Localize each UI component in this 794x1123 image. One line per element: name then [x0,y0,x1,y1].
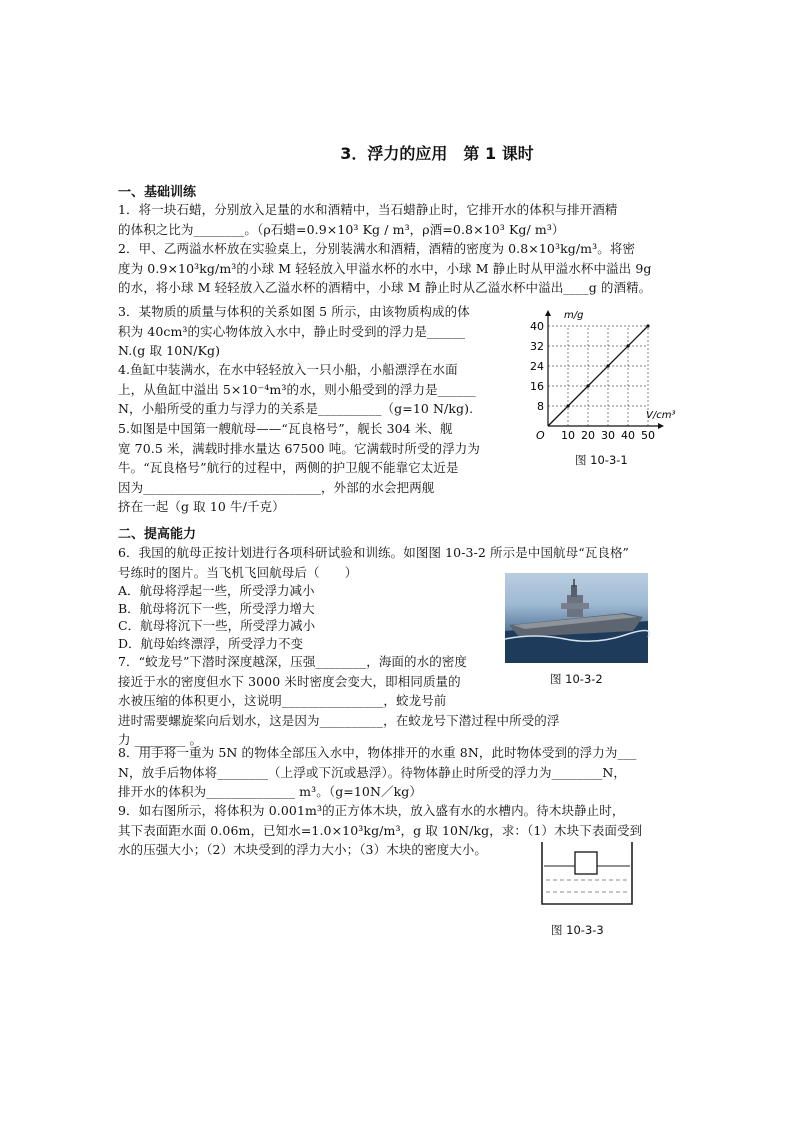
text-line: 水被压缩的体积更小，这说明________________，蛟龙号前 [118,693,447,708]
section-heading-advanced: 二、提高能力 [118,527,197,542]
y-tick-label: 40 [530,320,544,333]
x-tick-label: 10 [561,429,575,442]
text-line: 7．“蛟龙号”下潜时深度越深，压强________，海面的水的密度 [118,654,468,669]
text-line: 其下表面距水面 0.06m，已知水=1.0×10³kg/m³，g 取 10N/kg，求：（1）木块下表面受到 [118,822,643,838]
text-line: 3．某物质的质量与体积的关系如图 5 所示，由该物质构成的体 [118,304,470,319]
text-line: N，放手后物体将________（上浮或下沉或悬浮）。待物体静止时所受的浮力为________N， [118,764,627,780]
x-tick-label: 50 [641,429,655,442]
text-line: 宽 70.5 米，满载时排水量达 67500 吨。它满载时所受的浮力为 [118,440,480,456]
aircraft-carrier-photo [505,573,648,663]
text-line: 8．用手将一重为 5N 的物体全部压入水中，物体排开的水重 8N，此时物体受到的浮力为___ [118,745,637,760]
water-tank-diagram [540,838,636,908]
data-point [566,404,569,407]
text-line: N，小船所受的重力与浮力的关系是__________（g=10 N/kg). [118,401,474,416]
text-line: 4.鱼缸中装满水，在水中轻轻放入一只小船，小船漂浮在水面 [118,362,458,377]
option-c: C．航母将沉下一些，所受浮力减小 [118,618,316,633]
data-point [586,384,589,387]
page-title: 3．浮力的应用 第 1 课时 [340,144,534,163]
text-line: 9．如右图所示，将体积为 0.001m³的正方体木块，放入盛有水的水槽内。待木块静止时， [118,803,625,818]
x-tick-label: 30 [601,429,615,442]
section-heading-basic: 一、基础训练 [118,185,197,200]
carrier-image [505,573,648,663]
series-line [548,326,648,426]
y-tick-label: 24 [530,360,544,373]
text-line: 度为 0.9×10³kg/m³的小球 M 轻轻放入甲溢水杯的水中，小球 M 静止时从甲溢水杯中溢出 9g [118,260,652,276]
text-line: 1．将一块石蜡，分别放入足量的水和酒精中，当石蜡静止时，它排开水的体积与排开酒精 [118,202,618,217]
data-point [626,344,629,347]
data-point [606,364,609,367]
text-line: 的水，将小球 M 轻轻放入乙溢水杯的酒精中，小球 M 静止时从乙溢水杯中溢出____g 的酒精。 [118,280,652,295]
mass-volume-chart [520,306,676,448]
origin-label: O [536,429,545,442]
figure-caption-1: 图 10-3-1 [575,453,628,467]
text-line: 牛。“瓦良格号”航行的过程中，两侧的护卫舰不能靠它太近是 [118,460,459,475]
text-line: 号练时的图片。当飞机飞回航母后（ ） [118,564,358,580]
y-tick-label: 16 [530,380,544,393]
y-tick-label: 8 [537,400,544,413]
text-line: 排开水的体积为______________ m³。（g=10N／kg） [118,784,422,799]
question-2 [118,239,688,298]
x-axis-arrow [658,423,664,429]
text-line: 因为____________________________，外部的水会把两舰 [118,479,435,495]
text-line: 6．我国的航母正按计划进行各项科研试验和训练。如图图 10-3-2 所示是中国航母“瓦良格” [118,545,630,560]
option-a: A．航母将浮起一些，所受浮力减小 [118,583,315,598]
figure-caption-2: 图 10-3-2 [550,672,603,686]
question-7 [118,652,560,750]
text-line: 水的压强大小；（2）木块受到的浮力大小；（3）木块的密度大小。 [118,842,488,857]
y-axis-label: m/g [564,310,584,321]
text-line: 5.如图是中国第一艘航母——“瓦良格号”，舰长 304 米、舰 [118,421,453,436]
option-d: D．航母始终漂浮，所受浮力不变 [118,636,304,651]
x-axis-label: V/cm³ [646,410,676,421]
text-line: 进时需要螺旋桨向后划水，这是因为__________，在蛟龙号下潜过程中所受的浮 [118,712,560,728]
text-line: 的体积之比为________。（ρ石蜡=0.9×10³ Kg / m³，ρ酒=0.8×10³ Kg/ m³） [118,221,565,237]
y-axis-arrow [545,310,551,316]
x-tick-label: 40 [621,429,635,442]
text-line: 力 ________ 。 [118,732,203,747]
option-b: B．航母将沉下一些，所受浮力增大 [118,601,315,616]
wooden-block [575,852,597,874]
x-tick-label: 20 [581,429,595,442]
question-4 [118,360,513,419]
figure-caption-3: 图 10-3-3 [551,923,604,937]
question-3 [118,302,513,361]
text-line: 积为 40cm³的实心物体放入水中，静止时受到的浮力是______ [118,323,466,339]
text-line: 挤在一起（g 取 10 牛/千克） [118,499,285,514]
question-5 [118,419,513,517]
text-line: 接近于水的密度但水下 3000 米时密度会变大，即相同质量的 [118,673,461,689]
text-line: 2．甲、乙两溢水杯放在实验桌上，分别装满水和酒精，酒精的密度为 0.8×10³kg/m³。将密 [118,241,636,256]
question-1 [118,200,688,239]
y-tick-label: 32 [530,340,544,353]
question-8 [118,743,688,802]
text-line: N.(g 取 10N/Kg) [118,343,221,358]
data-point [646,324,649,327]
text-line: 上，从鱼缸中溢出 5×10⁻⁴m³的水，则小船受到的浮力是______ [118,381,476,397]
